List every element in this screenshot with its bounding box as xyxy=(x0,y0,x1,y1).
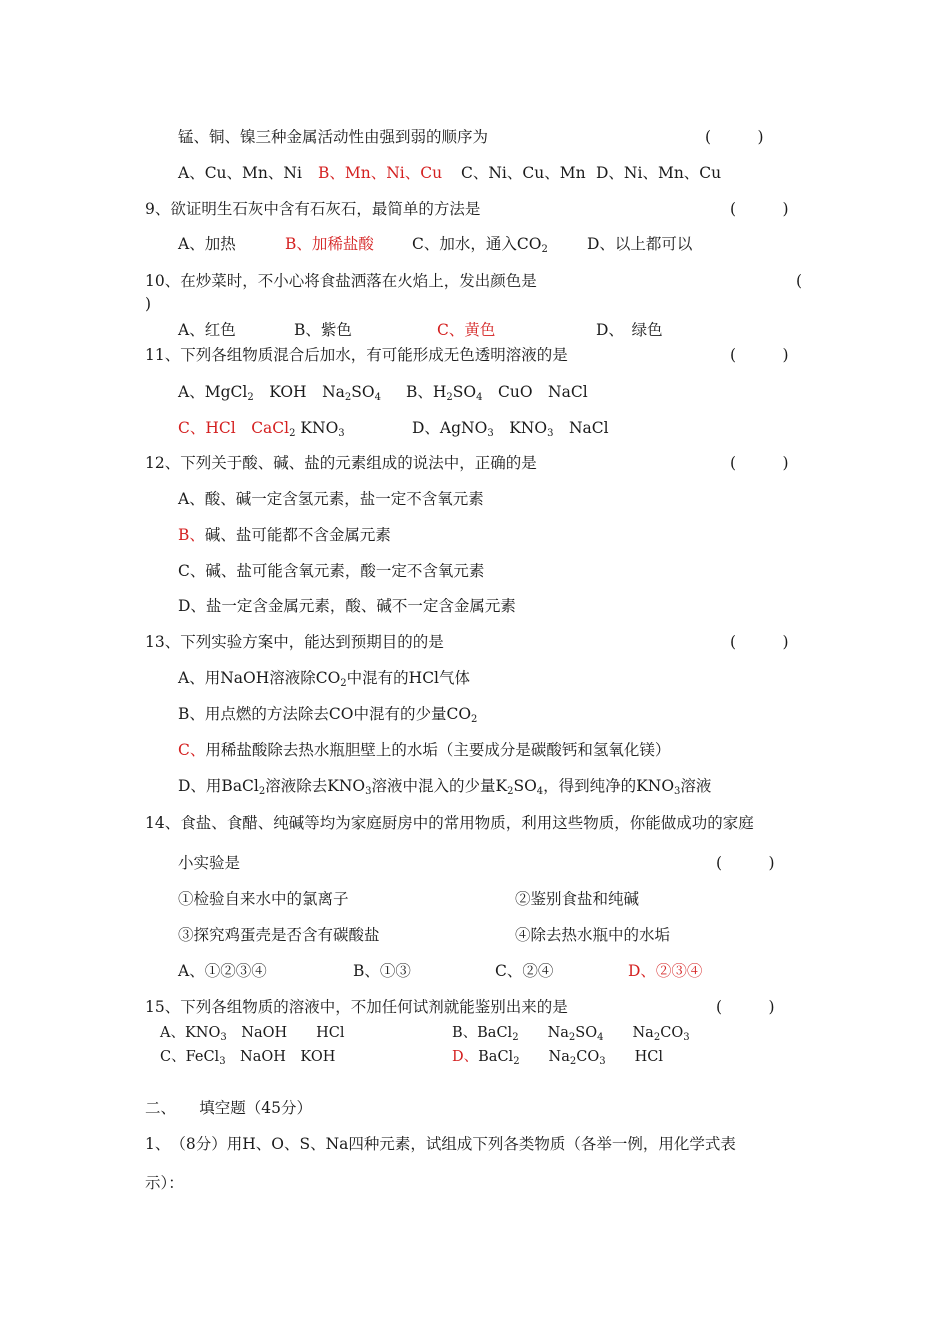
q14-option-a: A、①②③④ xyxy=(178,962,267,980)
q12-option-d: D、盐一定含金属元素，酸、碱不一定含金属元素 xyxy=(178,597,516,615)
fill1-line2: 示）： xyxy=(145,1174,184,1192)
q15-options-row2 xyxy=(160,1047,900,1067)
q13-option-d: D、用BaCl$_2$溶液除去$KNO_3$溶液中混入的少量$K_2SO_4$，得到纯净的$KNO_3$溶液 xyxy=(178,777,712,797)
q11-options-row2 xyxy=(178,418,898,438)
q11-answer-paren: ( ) xyxy=(730,346,789,364)
q15-option-a: A、$KNO_3$ NaOH HCl xyxy=(160,1025,345,1043)
q10-options xyxy=(178,320,898,340)
q9-options xyxy=(178,234,898,254)
q14-option-c: C、②④ xyxy=(495,962,554,980)
q14-item-1: ①检验自来水中的氯离子 xyxy=(178,890,349,908)
q15-option-d: D、BaCl$_2$ $Na_2CO_3$ HCl xyxy=(452,1049,664,1067)
q10-answer-paren-close: ) xyxy=(145,295,152,313)
q12-option-b: B、碱、盐可能都不含金属元素 xyxy=(178,526,391,544)
q15-option-b: B、BaCl$_2$ $Na_2SO_4$ $Na_2CO_3$ xyxy=(452,1025,690,1043)
q11-option-b: B、$H_2SO_4$ CuO NaCl xyxy=(406,383,588,403)
q14-item-3: ③探究鸡蛋壳是否含有碳酸盐 xyxy=(178,926,380,944)
q13-option-b: B、用点燃的方法除去CO中混有的少量$CO_2$ xyxy=(178,705,478,725)
q14-items-row1 xyxy=(178,889,898,909)
q14-answer-paren: ( ) xyxy=(716,854,775,872)
q14-options xyxy=(178,961,898,981)
q11-option-a: A、MgCl$_2$ KOH $Na_2SO_4$ xyxy=(178,383,381,403)
q15-options-row1 xyxy=(160,1023,900,1043)
q10-option-a: A、红色 xyxy=(178,321,236,339)
q9-option-a: A、加热 xyxy=(178,235,236,253)
q8-answer-paren: ( ) xyxy=(705,128,764,146)
q12-answer-paren: ( ) xyxy=(730,454,789,472)
q14-stem-line2: 小实验是 xyxy=(178,854,241,872)
q9-option-c: C、加水，通入$CO_2$ xyxy=(412,235,548,255)
q14-stem-line1: 14、食盐、食醋、纯碱等均为家庭厨房中的常用物质，利用这些物质，你能做成功的家庭 xyxy=(145,814,754,832)
q14-items-row2 xyxy=(178,925,898,945)
section2-title: 二、 填空题（45分） xyxy=(145,1099,312,1117)
q11-options-row1 xyxy=(178,382,898,402)
q15-option-c: C、FeCl$_3$ NaOH KOH xyxy=(160,1049,336,1067)
q8-options xyxy=(178,163,898,183)
q14-item-4: ④除去热水瓶中的水垢 xyxy=(515,926,671,944)
q14-option-b: B、①③ xyxy=(353,962,411,980)
q15-answer-paren: ( ) xyxy=(716,998,775,1016)
q12-stem: 12、下列关于酸、碱、盐的元素组成的说法中，正确的是 xyxy=(145,454,537,472)
q13-stem: 13、下列实验方案中，能达到预期目的的是 xyxy=(145,633,444,651)
q10-option-d: D、 绿色 xyxy=(596,321,663,339)
q10-stem: 10、在炒菜时，不小心将食盐洒落在火焰上，发出颜色是 xyxy=(145,272,537,290)
q13-option-c: C、用稀盐酸除去热水瓶胆壁上的水垢（主要成分是碳酸钙和氢氧化镁） xyxy=(178,741,671,759)
q14-option-d: D、②③④ xyxy=(628,962,703,980)
q8-option-b: B、Mn、Ni、Cu xyxy=(318,164,443,182)
q8-stem: 锰、铜、镍三种金属活动性由强到弱的顺序为 xyxy=(178,128,489,146)
q11-option-c: C、HCl CaCl$_2$ $KNO_3$ xyxy=(178,419,345,439)
q15-stem: 15、下列各组物质的溶液中，不加任何试剂就能鉴别出来的是 xyxy=(145,998,568,1016)
q10-option-c: C、黄色 xyxy=(437,321,496,339)
q10-answer-paren-open: ( xyxy=(796,272,803,290)
q9-answer-paren: ( ) xyxy=(730,200,789,218)
q13-answer-paren: ( ) xyxy=(730,633,789,651)
q11-stem: 11、下列各组物质混合后加水，有可能形成无色透明溶液的是 xyxy=(145,346,568,364)
q11-option-d: D、AgNO$_3$ $KNO_3$ NaCl xyxy=(412,419,609,439)
q13-option-a: A、用NaOH溶液除$CO_2$中混有的HCl气体 xyxy=(178,669,471,689)
q10-option-b: B、紫色 xyxy=(294,321,352,339)
q8-option-a: A、Cu、Mn、Ni xyxy=(178,164,302,182)
q14-item-2: ②鉴别食盐和纯碱 xyxy=(515,890,640,908)
q9-option-d: D、以上都可以 xyxy=(587,235,693,253)
q9-option-b: B、加稀盐酸 xyxy=(285,235,374,253)
q12-option-a: A、酸、碱一定含氢元素，盐一定不含氧元素 xyxy=(178,490,484,508)
fill1-line1: 1、 （8分）用H、O、S、Na四种元素，试组成下列各类物质（各举一例，用化学式表 xyxy=(145,1135,736,1153)
q12-option-c: C、碱、盐可能含氧元素，酸一定不含氧元素 xyxy=(178,562,485,580)
q9-stem: 9、欲证明生石灰中含有石灰石，最简单的方法是 xyxy=(145,200,481,218)
q8-option-c: C、Ni、Cu、Mn xyxy=(461,164,586,182)
q8-option-d: D、Ni、Mn、Cu xyxy=(596,164,722,182)
